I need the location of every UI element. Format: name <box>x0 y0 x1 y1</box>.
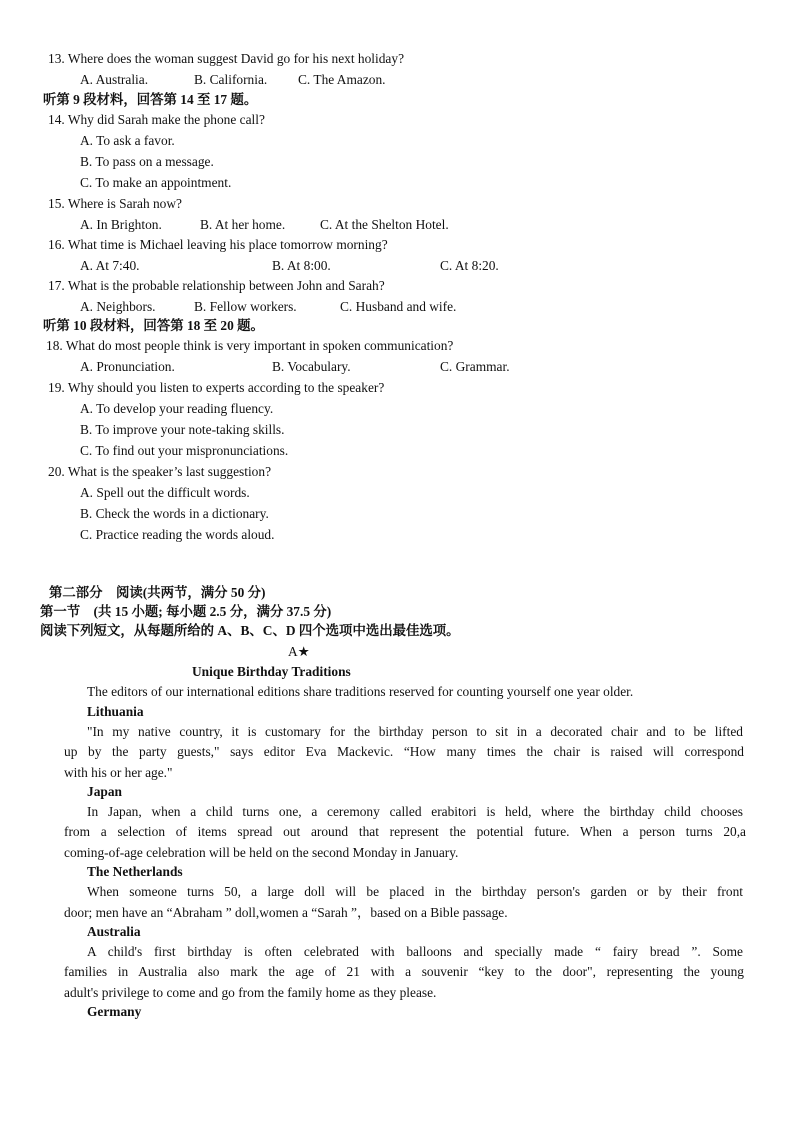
question-19-option-c: C. To find out your mispronunciations. <box>80 443 289 458</box>
question-17-option-b: B. Fellow workers. <box>194 299 297 314</box>
question-14-option-a: A. To ask a favor. <box>80 133 175 148</box>
heading-japan: Japan <box>87 784 122 799</box>
australia-line-1: A child's first birthday is often celebrated with balloons and specially made “ fairy bread ”. Some <box>87 944 743 959</box>
question-13-option-a: A. Australia. <box>80 72 149 87</box>
question-16-stem: 16. What time is Michael leaving his place tomorrow morning? <box>48 237 388 252</box>
question-18-option-a: A. Pronunciation. <box>80 359 175 374</box>
question-20-option-a: A. Spell out the difficult words. <box>80 485 250 500</box>
part-two-title: 第二部分 阅读(共两节，满分 50 分) <box>49 585 266 600</box>
section-9-heading: 听第 9 段材料，回答第 14 至 17 题。 <box>43 92 258 107</box>
section-one-title: 第一节 (共 15 小题; 每小题 2.5 分，满分 37.5 分) <box>40 604 332 619</box>
question-15-stem: 15. Where is Sarah now? <box>48 196 182 211</box>
question-20-option-c: C. Practice reading the words aloud. <box>80 527 275 542</box>
question-17-option-a: A. Neighbors. <box>80 299 156 314</box>
lithuania-line-2: up by the party guests," says editor Eva Mackevic. “How many times the chair is raised will correspond <box>64 744 744 759</box>
question-18-option-c: C. Grammar. <box>440 359 510 374</box>
reading-instruction: 阅读下列短文，从每题所给的 A、B、C、D 四个选项中选出最佳选项。 <box>40 623 460 638</box>
question-15-option-b: B. At her home. <box>200 217 286 232</box>
japan-line-1: In Japan, when a child turns one, a ceremony called erabitori is held, where the birthday child chooses <box>87 804 743 819</box>
question-13-option-c: C. The Amazon. <box>298 72 386 87</box>
question-15-option-c: C. At the Shelton Hotel. <box>320 217 449 232</box>
question-16-option-c: C. At 8:20. <box>440 258 499 273</box>
heading-lithuania: Lithuania <box>87 704 144 719</box>
lithuania-line-1: "In my native country, it is customary for the birthday person to sit in a decorated chair and to be lifted <box>87 724 743 739</box>
question-16-option-b: B. At 8:00. <box>272 258 331 273</box>
netherlands-line-1: When someone turns 50, a large doll will be placed in the birthday person's garden or by their front <box>87 884 743 899</box>
question-18-stem: 18. What do most people think is very important in spoken communication? <box>46 338 454 353</box>
japan-line-3: coming-of-age celebration will be held on the second Monday in January. <box>64 845 459 860</box>
question-14-option-b: B. To pass on a message. <box>80 154 214 169</box>
question-20-option-b: B. Check the words in a dictionary. <box>80 506 269 521</box>
question-14-option-c: C. To make an appointment. <box>80 175 232 190</box>
heading-netherlands: The Netherlands <box>87 864 183 879</box>
passage-label: A★ <box>288 644 310 659</box>
question-19-option-b: B. To improve your note-taking skills. <box>80 422 285 437</box>
question-19-option-a: A. To develop your reading fluency. <box>80 401 274 416</box>
heading-germany: Germany <box>87 1004 142 1019</box>
question-20-stem: 20. What is the speaker’s last suggestion? <box>48 464 272 479</box>
heading-australia: Australia <box>87 924 141 939</box>
question-13-stem: 13. Where does the woman suggest David go for his next holiday? <box>48 51 405 66</box>
question-15-option-a: A. In Brighton. <box>80 217 162 232</box>
question-16-option-a: A. At 7:40. <box>80 258 140 273</box>
question-17-stem: 17. What is the probable relationship between John and Sarah? <box>48 278 385 293</box>
question-13-option-b: B. California. <box>194 72 268 87</box>
passage-intro: The editors of our international editions share traditions reserved for counting yourself one year older. <box>87 684 634 699</box>
question-14-stem: 14. Why did Sarah make the phone call? <box>48 112 265 127</box>
australia-line-3: adult's privilege to come and go from the family home as they please. <box>64 985 437 1000</box>
australia-line-2: families in Australia also mark the age of 21 with a souvenir “key to the door", representing the young <box>64 964 744 979</box>
question-18-option-b: B. Vocabulary. <box>272 359 351 374</box>
passage-title: Unique Birthday Traditions <box>192 664 351 679</box>
section-10-heading: 听第 10 段材料，回答第 18 至 20 题。 <box>43 318 264 333</box>
netherlands-line-2: door; men have an “Abraham ” doll,women a “Sarah ”，based on a Bible passage. <box>64 905 508 920</box>
question-19-stem: 19. Why should you listen to experts according to the speaker? <box>48 380 385 395</box>
question-17-option-c: C. Husband and wife. <box>340 299 457 314</box>
japan-line-2: from a selection of items spread out around that represent the potential future. When a person turns 20,a <box>64 824 746 839</box>
lithuania-line-3: with his or her age." <box>64 765 173 780</box>
